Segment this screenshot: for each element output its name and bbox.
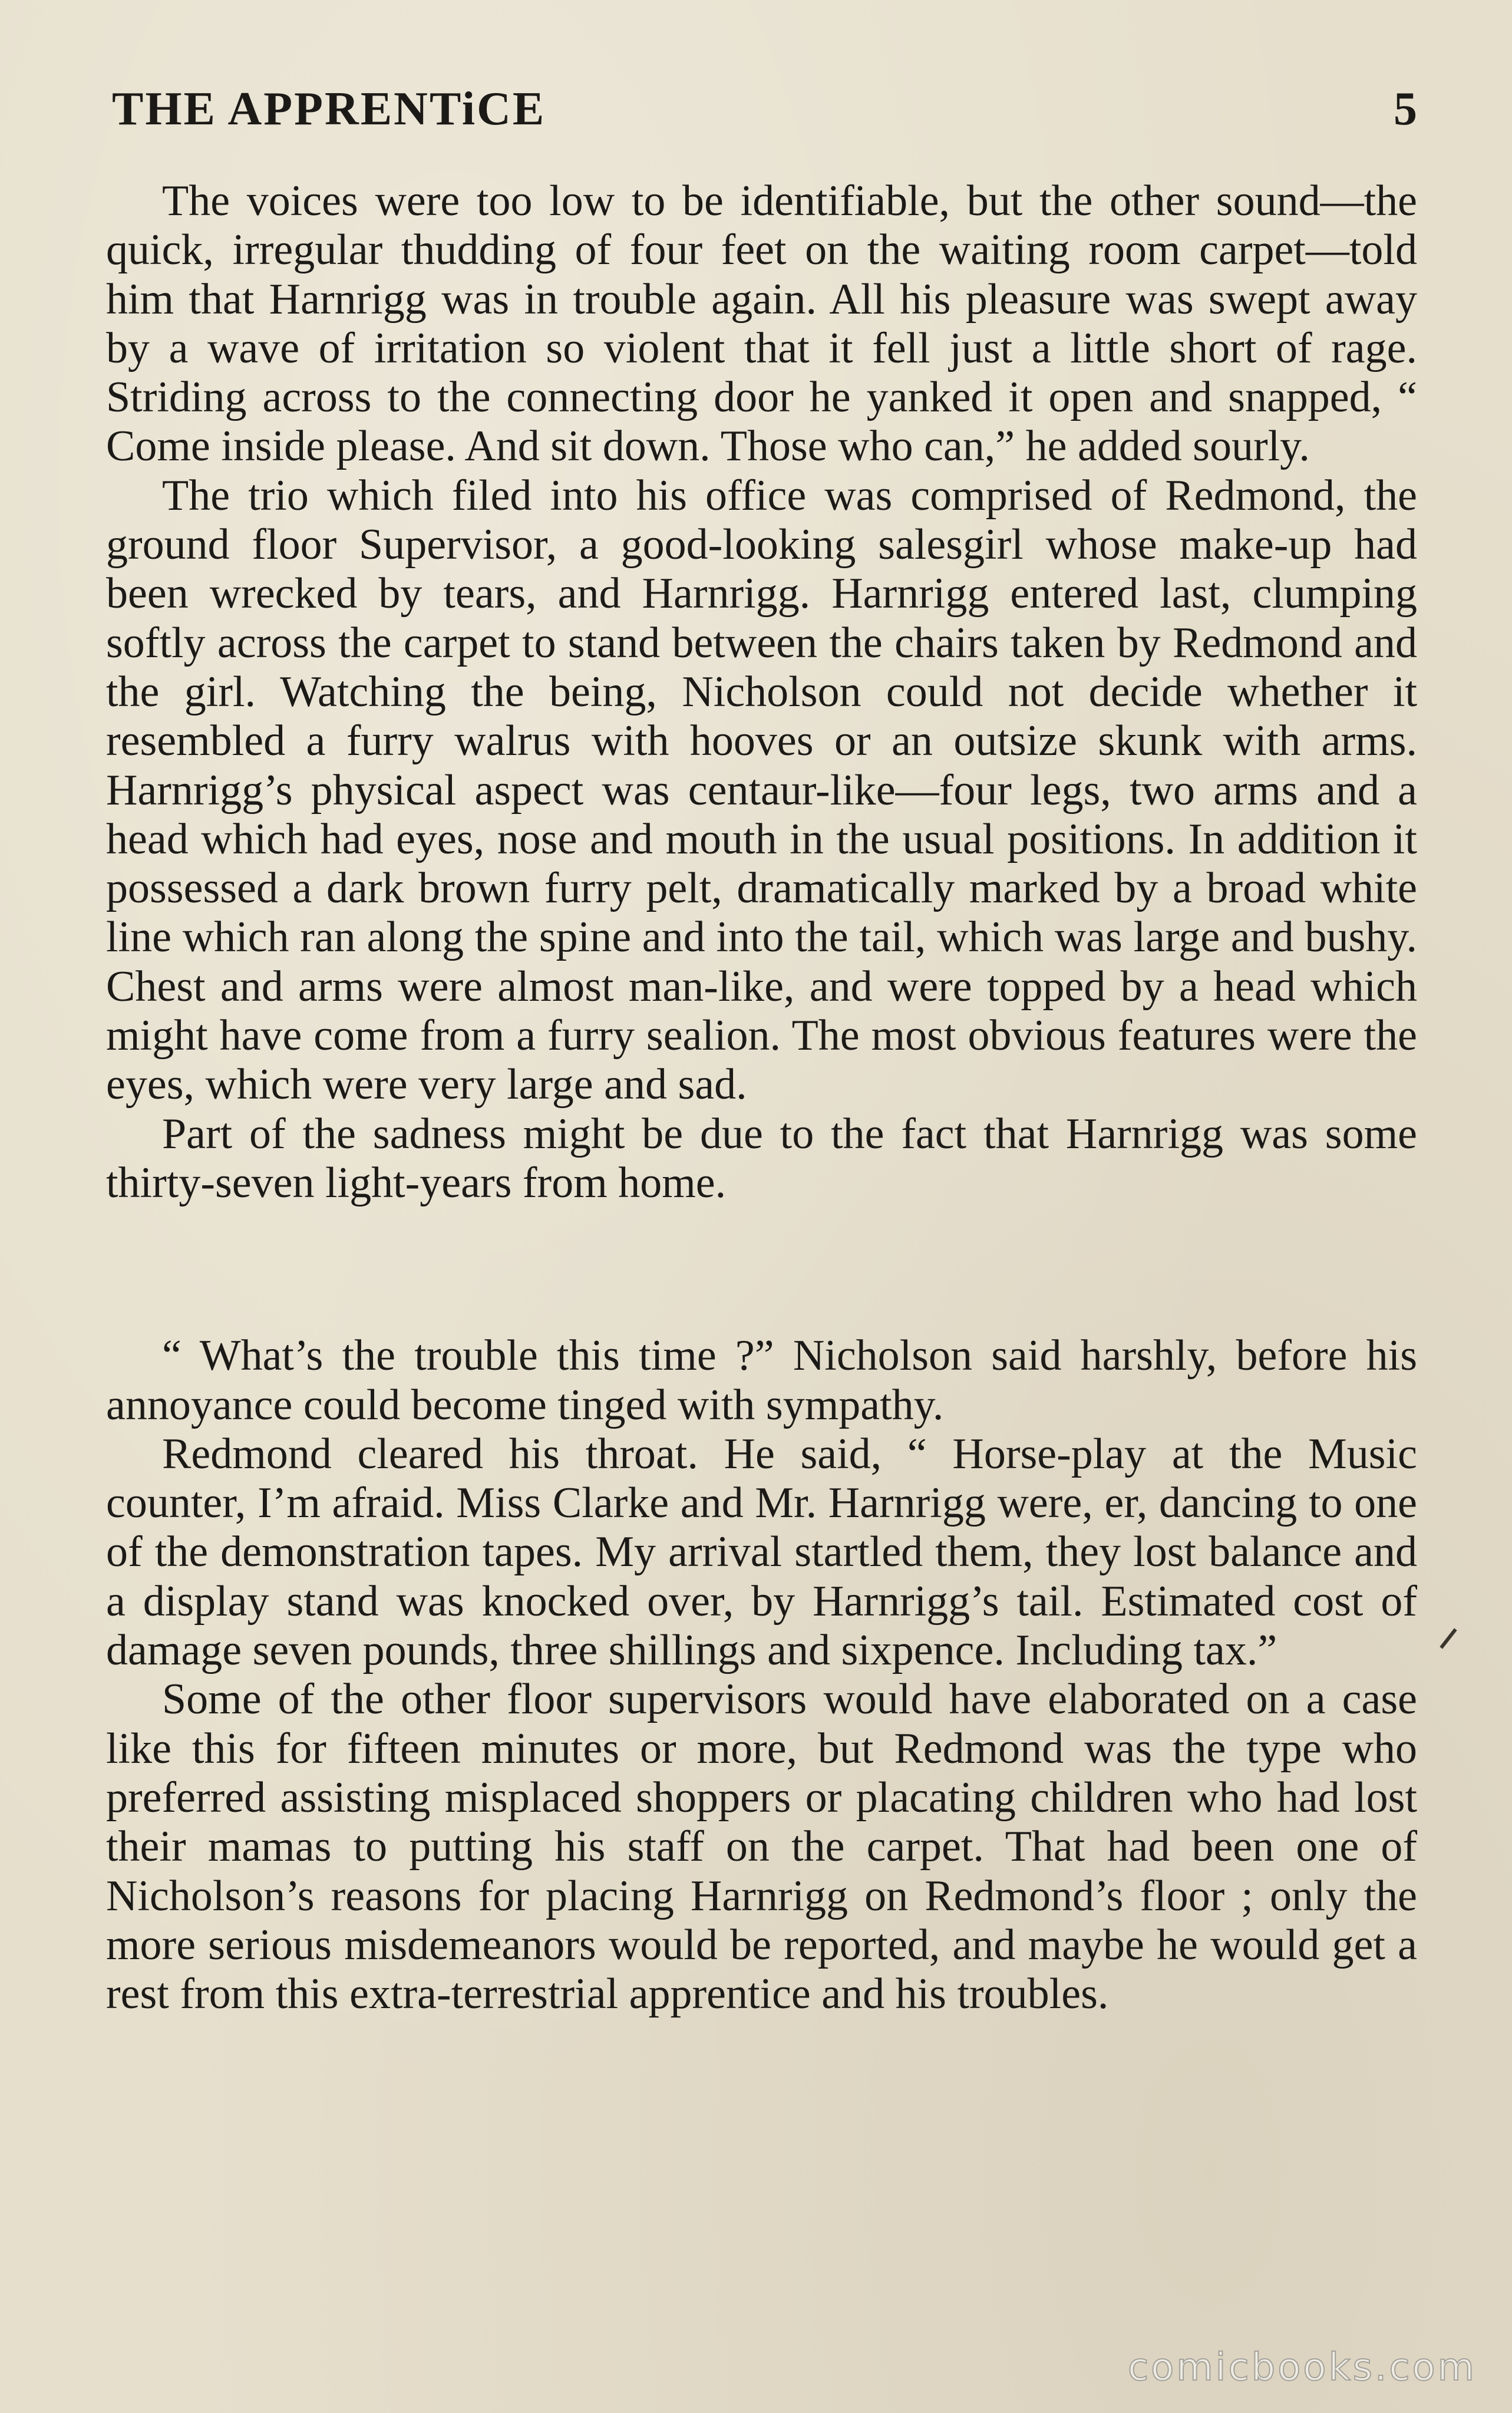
body-text [106,177,1417,2019]
paragraph: “ What’s the trouble this time ?” Nicholson said harshly, before his annoyance could become tinged with sympathy. [106,1331,1417,1429]
section-break [106,1208,1417,1331]
paragraph: The voices were too low to be identifiable, but the other sound—the quick, irregular thudding of four feet on the waiting room carpet—told him that Harnrigg was in trouble again. All his pleasure was swept away by a wave of irritation so violent that it fell just a little short of rage. Striding across to the connecting door he yanked it open and snapped, “ Come inside please. And sit down. Those who can,” he added sourly. [106,177,1417,471]
page-header [112,83,1417,147]
paragraph: Part of the sadness might be due to the fact that Harnrigg was some thirty-seven light-years from home. [106,1109,1417,1207]
paragraph: Some of the other floor supervisors would have elaborated on a case like this for fifteen minutes or more, but Redmond was the type who preferred assisting misplaced shoppers or placating children who had lost their mamas to putting his staff on the carpet. That had been one of Nicholson’s reasons for placing Harnrigg on Redmond’s floor ; only the more serious misdemeanors would be reported, and maybe he would get a rest from this extra-terrestrial apprentice and his troubles. [106,1675,1417,2019]
page-number: 5 [1394,83,1417,135]
paragraph: Redmond cleared his throat. He said, “ Horse-play at the Music counter, I’m afraid. Miss Clarke and Mr. Harnrigg were, er, dancing to one of the demonstration tapes. My arrival startled them, they lost balance and a display stand was knocked over, by Harnrigg’s tail. Estimated cost of damage seven pounds, three shillings and sixpence. Including tax.” [106,1429,1417,1675]
running-title: THE APPRENTiCE [112,83,546,135]
paragraph: The trio which filed into his office was comprised of Redmond, the ground floor Supervisor, a good-looking salesgirl whose make-up had been wrecked by tears, and Harnrigg. Harnrigg entered last, clumping softly across the carpet to stand between the chairs taken by Redmond and the girl. Watching the being, Nicholson could not decide whether it resembled a furry walrus with hooves or an outsize skunk with arms. Harnrigg’s physical aspect was centaur-like—four legs, two arms and a head which had eyes, nose and mouth in the usual positions. In addition it possessed a dark brown furry pelt, dramatically marked by a broad white line which ran along the spine and into the tail, which was large and bushy. Chest and arms were almost man-like, and were topped by a head which might have come from a furry sealion. The most obvious features were the eyes, which were very large and sad. [106,471,1417,1109]
pencil-mark [1440,1628,1457,1649]
watermark: comicbooks.com [1127,2346,1477,2389]
